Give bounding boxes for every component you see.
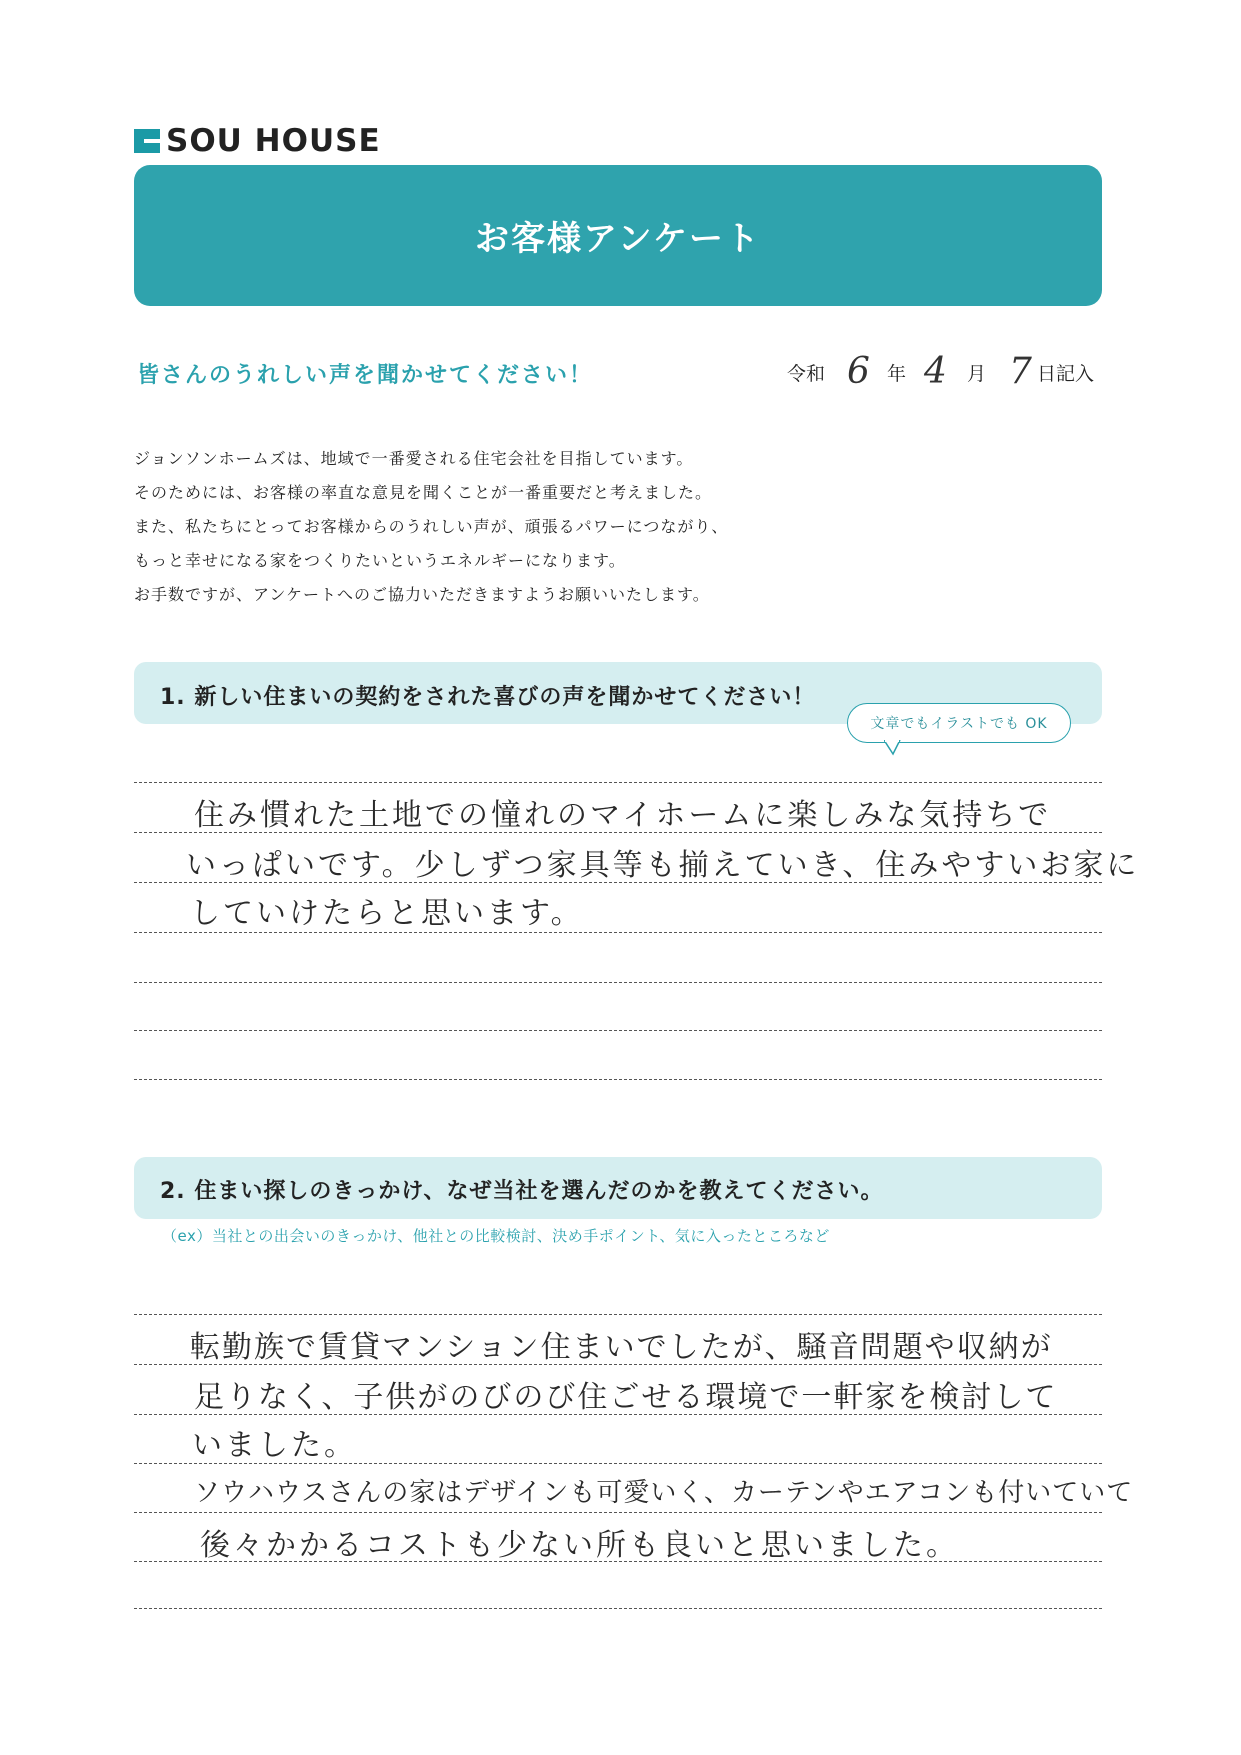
answer-2-line: いました。 — [192, 1428, 357, 1463]
answer-line — [134, 982, 1102, 983]
intro-text — [134, 442, 728, 612]
question-2-example: （ex）当社との出会いのきっかけ、他社との比較検討、決め手ポイント、気に入ったところなど — [162, 1227, 830, 1245]
answer-line — [134, 1314, 1102, 1315]
question-1-title: 1. 新しい住まいの契約をされた喜びの声を聞かせてください！ — [160, 685, 816, 710]
intro-line: お手数ですが、アンケートへのご協力いただきますようお願いいたします。 — [134, 585, 710, 604]
date-year-value: 6 — [847, 351, 870, 392]
answer-line — [134, 1512, 1102, 1513]
intro-line: もっと幸せになる家をつくりたいというエネルギーになります。 — [134, 551, 626, 570]
answer-2-line: 転勤族で賃貸マンション住まいでしたが、騒音問題や収納が — [190, 1330, 1053, 1365]
title-banner — [134, 165, 1102, 306]
answer-line — [134, 1079, 1102, 1080]
answer-2-line: 足りなく、子供がのびのび住ごせる環境で一軒家を検討して — [194, 1380, 1058, 1415]
answer-1-line: いっぱいです。少しずつ家具等も揃えていき、住みやすいお家に — [186, 848, 1140, 883]
hint-bubble: 文章でもイラストでも OK — [847, 703, 1071, 743]
logo — [134, 124, 381, 158]
answer-1-line: していけたらと思います。 — [190, 896, 584, 931]
answer-line — [134, 782, 1102, 783]
date-day-value: 7 — [1009, 351, 1032, 392]
bubble-tail-icon — [884, 740, 902, 756]
intro-line: また、私たちにとってお客様からのうれしい声が、頑張るパワーにつながり、 — [134, 517, 729, 536]
date-month-value: 4 — [924, 351, 947, 392]
logo-mark-icon — [134, 129, 160, 153]
date-year-label: 年 — [887, 363, 907, 385]
date-day-label: 日記入 — [1037, 363, 1095, 385]
answer-line — [134, 1030, 1102, 1031]
answer-2-line: ソウハウスさんの家はデザインも可愛いく、カーテンやエアコンも付いていて — [194, 1478, 1134, 1508]
date-month-label: 月 — [967, 363, 987, 385]
intro-line: そのためには、お客様の率直な意見を聞くことが一番重要だと考えました。 — [134, 483, 713, 502]
logo-text: SOU HOUSE — [166, 123, 381, 159]
answer-2-line: 後々かかるコストも少ない所も良いと思いました。 — [200, 1528, 959, 1563]
question-2-title: 2. 住まい探しのきっかけ、なぜ当社を選んだのかを教えてください。 — [160, 1179, 884, 1204]
answer-line — [134, 1608, 1102, 1609]
page-title: お客様アンケート — [475, 219, 761, 259]
subtitle: 皆さんのうれしい声を聞かせてください！ — [137, 363, 594, 388]
answer-1-line: 住み慣れた土地での憧れのマイホームに楽しみな気持ちで — [194, 798, 1052, 833]
answer-line — [134, 932, 1102, 933]
date-row — [787, 352, 1107, 392]
intro-line: ジョンソンホームズは、地域で一番愛される住宅会社を目指しています。 — [134, 449, 694, 468]
date-era: 令和 — [787, 363, 826, 385]
